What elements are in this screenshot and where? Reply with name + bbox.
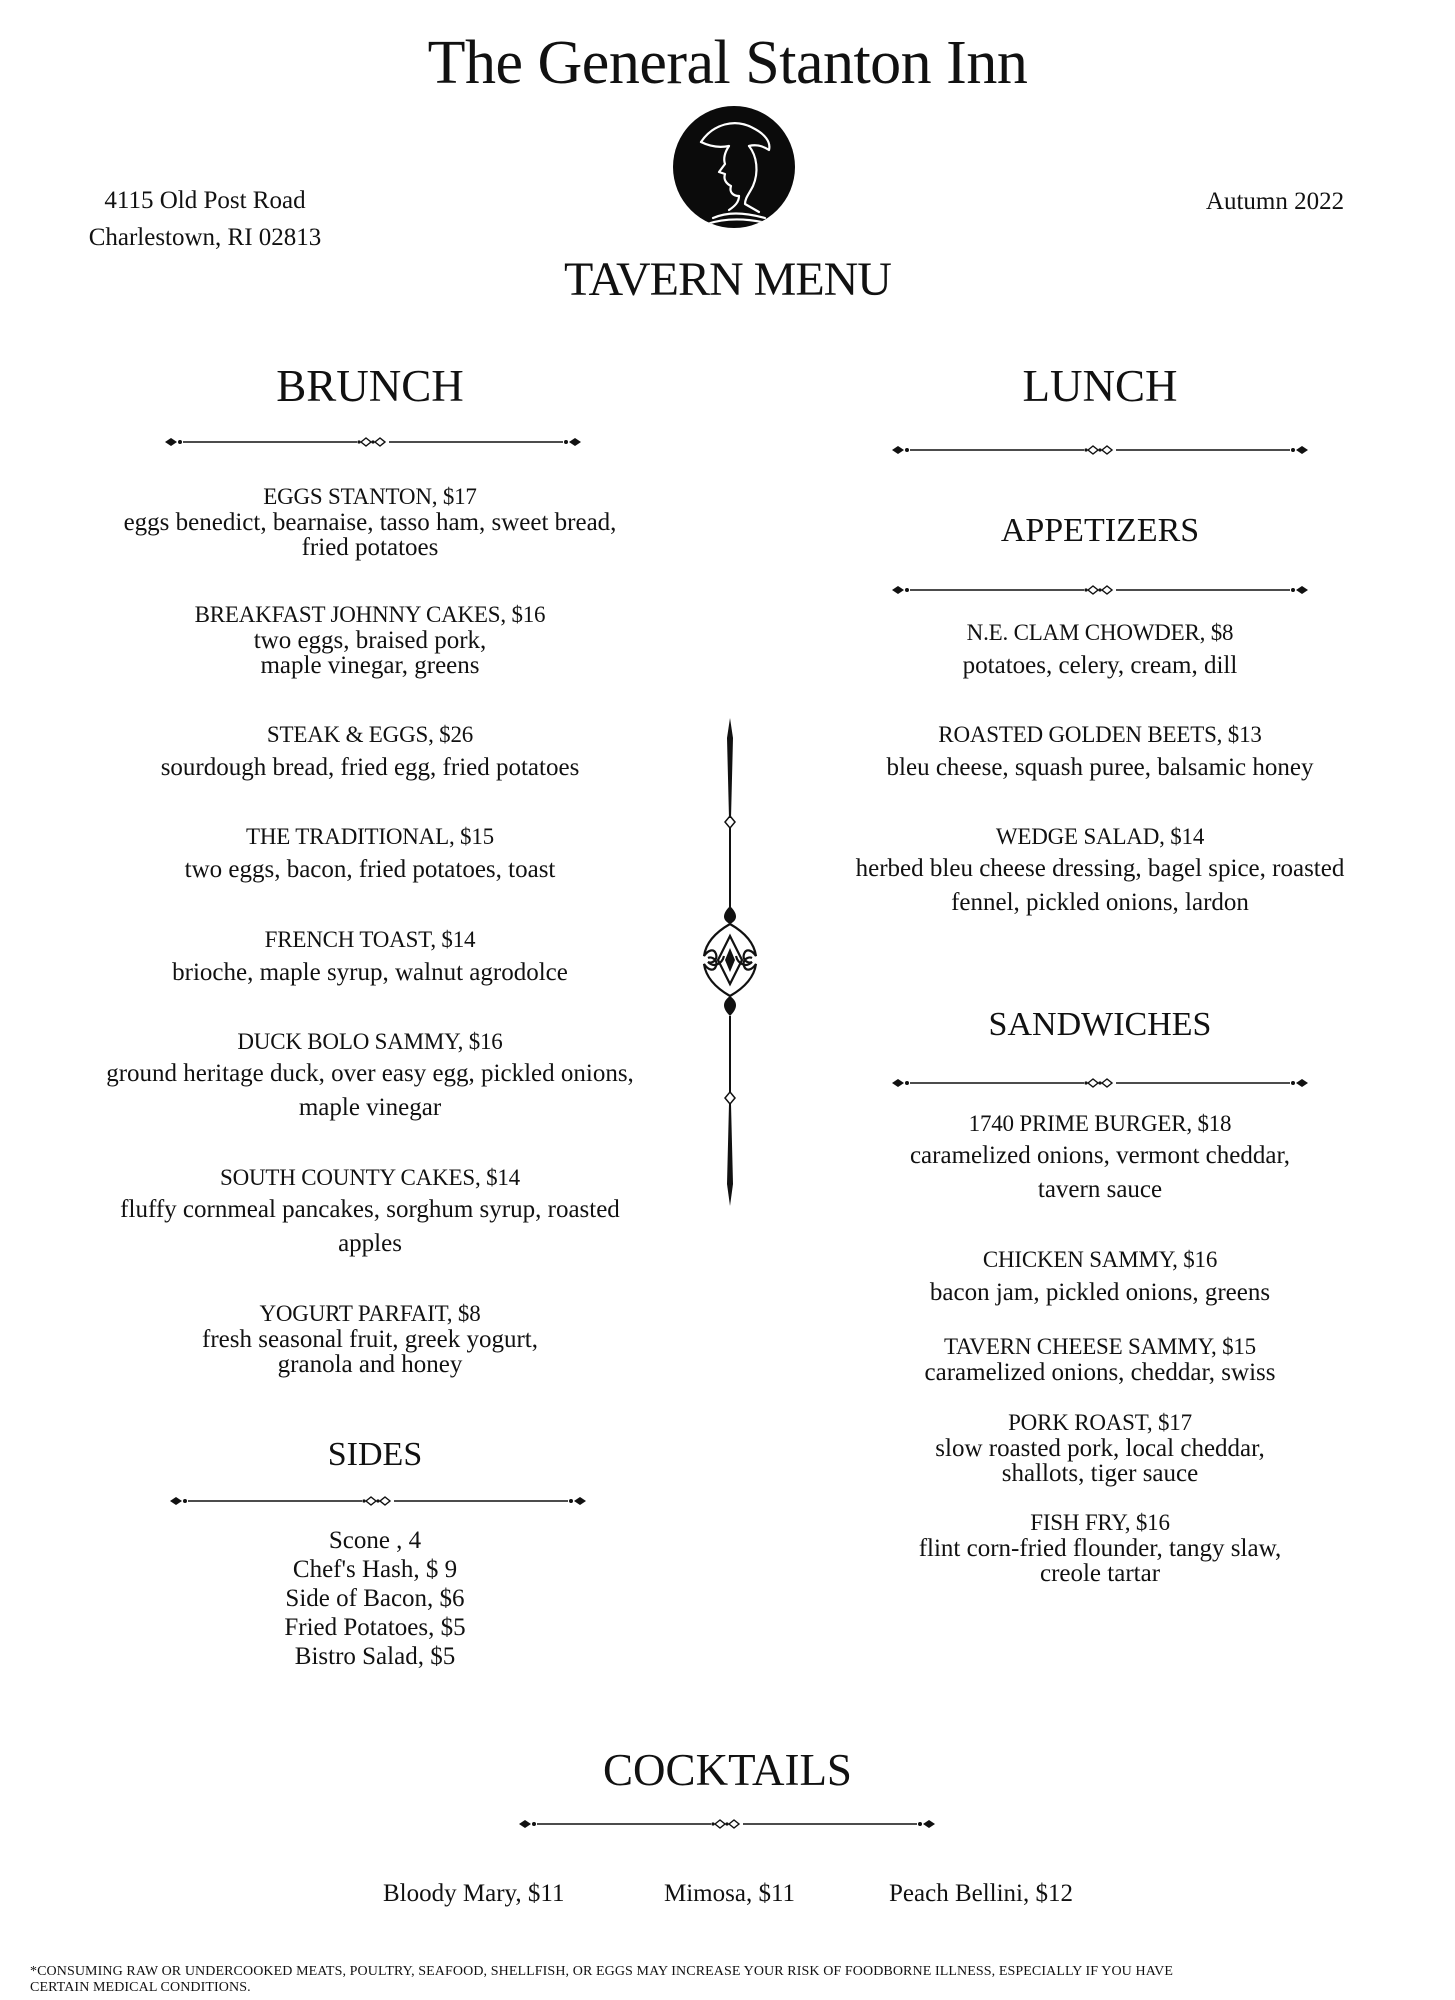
cocktails-divider-ornament [517, 1816, 937, 1832]
menu-item [780, 618, 1420, 684]
item-name: WEDGE SALAD, $14 [995, 824, 1205, 849]
item-name: TAVERN CHEESE SAMMY, $15 [943, 1334, 1256, 1359]
health-disclaimer [30, 1964, 1430, 1996]
item-description: flint corn-fried flounder, tangy slaw, [918, 1535, 1282, 1562]
side-item: Scone , 4 [328, 1527, 422, 1554]
season-label: Autumn 2022 [1205, 188, 1345, 215]
cocktail-item: Peach Bellini, $12 [889, 1880, 1073, 1907]
restaurant-title: The General Stanton Inn [427, 29, 1028, 97]
brunch-heading: BRUNCH [276, 361, 464, 411]
address-city: Charlestown, RI 02813 [88, 224, 322, 251]
item-description: fluffy cornmeal pancakes, sorghum syrup, roasted [120, 1196, 620, 1223]
disclaimer-line: CERTAIN MEDICAL CONDITIONS. [30, 1980, 251, 1995]
item-name: STEAK & EGGS, $26 [266, 722, 474, 747]
item-description: granola and honey [277, 1351, 463, 1378]
menu-item [50, 1027, 690, 1125]
item-name: N.E. CLAM CHOWDER, $8 [966, 620, 1234, 645]
menu-item [50, 602, 690, 678]
item-description: ground heritage duck, over easy egg, pickled onions, [106, 1060, 634, 1087]
item-description: maple vinegar, greens [260, 652, 480, 679]
item-description: brioche, maple syrup, walnut agrodolce [172, 959, 568, 986]
item-description: maple vinegar [298, 1094, 442, 1121]
item-description: slow roasted pork, local cheddar, [935, 1435, 1265, 1462]
menu-item [50, 720, 690, 786]
item-description: caramelized onions, cheddar, swiss [924, 1359, 1276, 1386]
side-item: Fried Potatoes, $5 [284, 1614, 466, 1641]
vertical-divider-ornament [700, 718, 760, 1206]
side-item: Side of Bacon, $6 [285, 1585, 465, 1612]
item-description: tavern sauce [1037, 1176, 1163, 1203]
item-name: SOUTH COUNTY CAKES, $14 [220, 1165, 520, 1190]
menu-item [780, 822, 1420, 920]
menu-item [50, 1301, 690, 1377]
menu-item [780, 1245, 1420, 1311]
sandwiches-divider-ornament [890, 1075, 1310, 1091]
item-description: bleu cheese, squash puree, balsamic honey [886, 754, 1314, 781]
sides-heading: SIDES [327, 1436, 423, 1473]
lunch-divider-ornament [890, 442, 1310, 458]
lunch-column [780, 0, 1420, 2000]
sides-divider-ornament [168, 1493, 588, 1509]
brunch-divider-ornament [163, 434, 583, 450]
menu-item [50, 484, 690, 560]
item-description: two eggs, bacon, fried potatoes, toast [184, 856, 556, 883]
item-name: 1740 PRIME BURGER, $18 [968, 1111, 1232, 1136]
brunch-column [50, 0, 690, 2000]
item-description: sourdough bread, fried egg, fried potatoes [160, 754, 580, 781]
item-name: FRENCH TOAST, $14 [264, 927, 476, 952]
item-description: caramelized onions, vermont cheddar, [909, 1142, 1291, 1169]
disclaimer-line: *CONSUMING RAW OR UNDERCOOKED MEATS, POULTRY, SEAFOOD, SHELLFISH, OR EGGS MAY INCREASE YOUR RISK OF FOODBORNE ILLNESS, ESPECIALLY IF YOU HAVE [30, 1964, 1173, 1979]
side-item: Chef's Hash, $ 9 [292, 1556, 458, 1583]
item-name: EGGS STANTON, $17 [263, 484, 477, 509]
sandwiches-heading: SANDWICHES [988, 1006, 1212, 1043]
item-description: potatoes, celery, cream, dill [962, 652, 1238, 679]
item-description: eggs benedict, bearnaise, tasso ham, sweet bread, [123, 509, 617, 536]
side-item: Bistro Salad, $5 [294, 1643, 456, 1670]
item-name: FISH FRY, $16 [1030, 1510, 1170, 1535]
menu-item [780, 1510, 1420, 1586]
cocktail-item: Mimosa, $11 [664, 1880, 796, 1907]
item-description: herbed bleu cheese dressing, bagel spice, roasted [855, 855, 1345, 882]
item-description: fresh seasonal fruit, greek yogurt, [202, 1326, 538, 1353]
item-name: BREAKFAST JOHNNY CAKES, $16 [194, 602, 546, 627]
item-name: CHICKEN SAMMY, $16 [982, 1247, 1218, 1272]
item-description: bacon jam, pickled onions, greens [929, 1279, 1271, 1306]
lunch-heading: LUNCH [1022, 361, 1178, 411]
item-name: DUCK BOLO SAMMY, $16 [237, 1029, 503, 1054]
item-name: ROASTED GOLDEN BEETS, $13 [938, 722, 1262, 747]
item-description: fennel, pickled onions, lardon [951, 889, 1249, 916]
colonial-profile-logo-icon [673, 106, 795, 228]
item-description: shallots, tiger sauce [1001, 1460, 1199, 1487]
item-description: creole tartar [1039, 1560, 1161, 1587]
item-description: fried potatoes [301, 534, 439, 561]
item-name: YOGURT PARFAIT, $8 [259, 1301, 481, 1326]
menu-item [50, 925, 690, 991]
item-description: two eggs, braised pork, [253, 627, 487, 654]
appetizers-divider-ornament [890, 582, 1310, 598]
menu-title: TAVERN MENU [564, 253, 891, 306]
item-name: THE TRADITIONAL, $15 [246, 824, 494, 849]
appetizers-heading: APPETIZERS [1000, 512, 1200, 549]
item-name: PORK ROAST, $17 [1008, 1410, 1192, 1435]
menu-item [780, 1109, 1420, 1207]
cocktails-heading: COCKTAILS [603, 1745, 852, 1795]
menu-item [50, 822, 690, 888]
menu-item [780, 1410, 1420, 1486]
menu-item [780, 720, 1420, 786]
sides-list [60, 1526, 690, 1671]
address-street: 4115 Old Post Road [104, 187, 306, 214]
menu-item [780, 1334, 1420, 1385]
item-description: apples [338, 1230, 402, 1257]
menu-item [50, 1163, 690, 1261]
cocktail-item: Bloody Mary, $11 [383, 1880, 565, 1907]
